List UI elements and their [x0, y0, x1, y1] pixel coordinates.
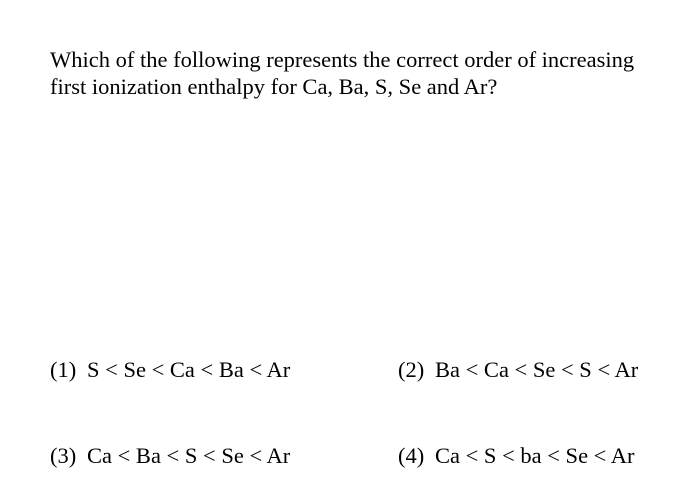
option-3 — [50, 442, 290, 469]
option-1 — [50, 356, 290, 383]
option-1-text: S < Se < Ca < Ba < Ar — [87, 357, 291, 382]
option-2-text: Ba < Ca < Se < S < Ar — [435, 357, 639, 382]
question-line-2: first ionization enthalpy for Ca, Ba, S, Se and Ar? — [50, 74, 498, 99]
option-1-number: (1) — [50, 357, 77, 382]
question-text — [50, 46, 670, 100]
question-line-1: Which of the following represents the correct order of increasing — [50, 47, 635, 72]
option-4-number: (4) — [398, 443, 425, 468]
option-3-number: (3) — [50, 443, 77, 468]
option-2-number: (2) — [398, 357, 425, 382]
option-2 — [398, 356, 638, 383]
option-4 — [398, 442, 635, 469]
option-3-text: Ca < Ba < S < Se < Ar — [87, 443, 291, 468]
option-4-text: Ca < S < ba < Se < Ar — [435, 443, 635, 468]
